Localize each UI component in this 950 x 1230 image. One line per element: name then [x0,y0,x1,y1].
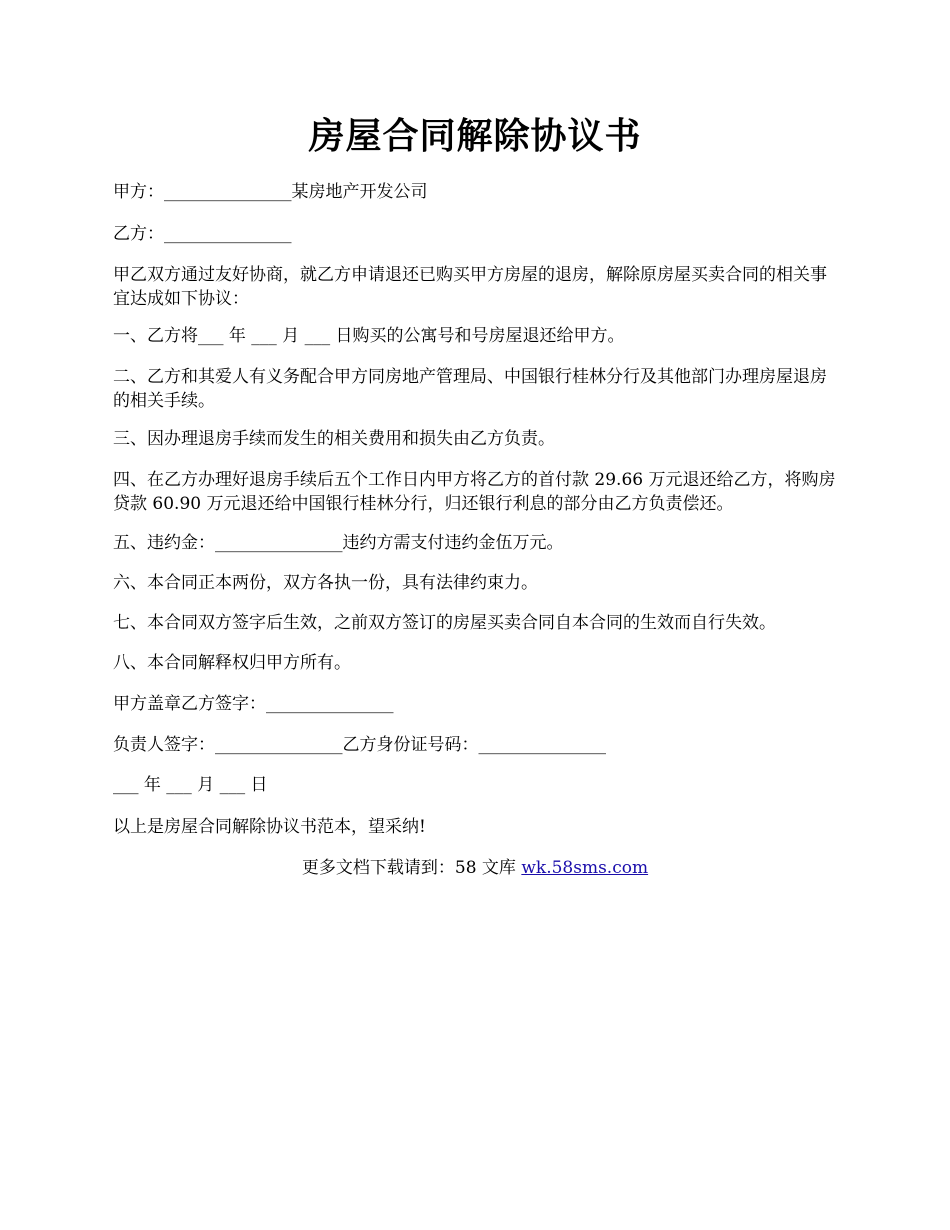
party-a-line: 甲方：_______________某房地产开发公司 [113,182,428,202]
clause-4: 四、在乙方办理好退房手续后五个工作日内甲方将乙方的首付款 29.66 万元退还给乙方，将购房贷款 60.90 万元退还给中国银行桂林分行，归还银行利息的部分由乙方负责偿还。 [113,470,836,514]
party-b-line: 乙方：_______________ [113,224,292,244]
footer-line [0,856,950,880]
signature-line-responsible: 负责人签字：_______________乙方身份证号码：_______________ [113,735,606,755]
clause-2: 二、乙方和其爱人有义务配合甲方同房地产管理局、中国银行桂林分行及其他部门办理房屋退房的相关手续。 [113,367,827,411]
intro-paragraph: 甲乙双方通过友好协商，就乙方申请退还已购买甲方房屋的退房，解除原房屋买卖合同的相关事宜达成如下协议： [113,265,827,309]
date-line: ___ 年 ___ 月 ___ 日 [113,775,268,795]
footer-link[interactable]: wk.58sms.com [521,858,649,878]
clause-8: 八、本合同解释权归甲方所有。 [113,653,351,673]
signature-line-party: 甲方盖章乙方签字：_______________ [113,694,394,714]
clause-7: 七、本合同双方签字后生效，之前双方签订的房屋买卖合同自本合同的生效而自行失效。 [113,613,776,633]
closing-line: 以上是房屋合同解除协议书范本，望采纳! [113,817,426,837]
clause-3: 三、因办理退房手续而发生的相关费用和损失由乙方负责。 [113,429,555,449]
document-title: 房屋合同解除协议书 [308,115,642,157]
clause-6: 六、本合同正本两份，双方各执一份，具有法律约束力。 [113,573,538,593]
clause-5: 五、违约金：_______________违约方需支付违约金伍万元。 [113,533,564,553]
footer-prefix: 更多文档下载请到：58 文库 [301,858,522,878]
clause-1: 一、乙方将___ 年 ___ 月 ___ 日购买的公寓号和号房屋退还给甲方。 [113,326,625,346]
